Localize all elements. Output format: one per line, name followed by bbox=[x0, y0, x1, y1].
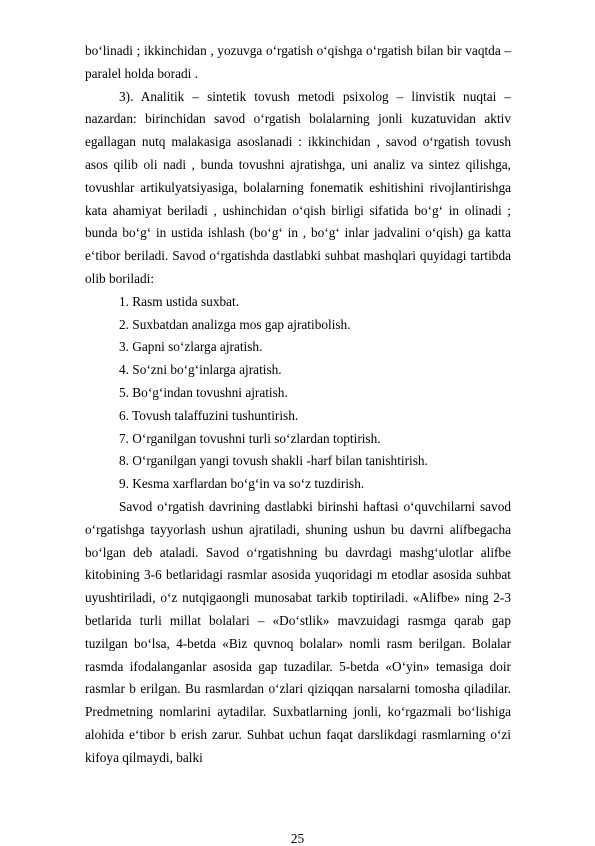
list-item: 5. Bo‘g‘indan tovushni ajratish. bbox=[119, 384, 288, 400]
list-item: 2. Suxbatdan analizga mos gap ajratibolish. bbox=[119, 316, 351, 332]
steps-list bbox=[85, 291, 511, 496]
list-item: 6. Tovush talaffuzini tushuntirish. bbox=[119, 407, 299, 423]
list-item: 1. Rasm ustida suxbat. bbox=[119, 293, 240, 309]
paragraph-analytic-method: 3). Analitik – sintetik tovush metodi psixolog – linvistik nuqtai – nazardan: birinchidan savod o‘rgatish bolalarning jonli kuzatuvidan aktiv egallagan nutq malakasiga asoslanadi : ikkinchidan , savod o‘rgatish tovush asos qilib oli nadi , bunda tovushni ajratishga, uni analiz va sintez qilishga, tovushlar artikulyatsiyasiga, bolalarning fonematik eshitishini rivojlantirishga kata ahamiyat beriladi , ushinchidan o‘qish birligi sifatida bo‘g‘ in olinadi ; bunda bo‘g‘ in ustida ishlash (bo‘g‘ in , bo‘g‘ inlar jadvalini o‘qish) ga katta e‘tibor beriladi. Savod o‘rgatishda dastlabki suhbat mashqlari quyidagi tartibda olib boriladi: bbox=[85, 88, 511, 286]
page-number: 25 bbox=[290, 831, 305, 846]
body-text bbox=[85, 40, 511, 770]
paragraph-literacy-period: Savod o‘rgatish davrining dastlabki birinshi haftasi o‘quvchilarni savod o‘rgatishga tayyorlash ushun ajratiladi, shuning ushun bu davrni alifbegacha bo‘lgan deb ataladi. Savod o‘rgatishning bu davrdagi mashg‘ulotlar alifbe kitobining 3-6 betlaridagi rasmlar asosida yuqoridagi m etodlar asosida suhbat uyushtiriladi, o‘z nutqigaongli munosabat tarkib toptiriladi. «Alifbe» ning 2-3 betlarida turli millat bolalari – «Do‘stlik» mavzuidagi rasmga qarab gap tuzilgan bo‘lsa, 4-betda «Biz quvnoq bolalar» nomli rasm berilgan. Bolalar rasmda ifodalanganlar asosida gap tuzadilar. 5-betda «O‘yin» temasiga doir rasmlar b erilgan. Bu rasmlardan o‘zlari qiziqqan narsalarni tomosha qiladilar. Predmetning nomlarini aytadilar. Suxbatlarning jonli, ko‘rgazmali bo‘lishiga alohida e‘tibor b erish zarur. Suhbat uchun faqat darslikdagi rasmlarning o‘zi kifoya qilmaydi, balki bbox=[85, 498, 511, 765]
list-item: 4. So‘zni bo‘g‘inlarga ajratish. bbox=[119, 362, 282, 378]
list-item: 8. O‘rganilgan yangi tovush shakli -harf bilan tanishtirish. bbox=[119, 453, 428, 469]
list-item: 9. Kesma xarflardan bo‘g‘in va so‘z tuzdirish. bbox=[119, 476, 365, 492]
list-item: 3. Gapni so‘zlarga ajratish. bbox=[119, 339, 263, 355]
paragraph-continuation: bo‘linadi ; ikkinchidan , yozuvga o‘rgatish o‘qishga o‘rgatish bilan bir vaqtda – paralel holda boradi . bbox=[85, 43, 511, 81]
list-item: 7. O‘rganilgan tovushni turli so‘zlardan toptirish. bbox=[119, 430, 381, 446]
